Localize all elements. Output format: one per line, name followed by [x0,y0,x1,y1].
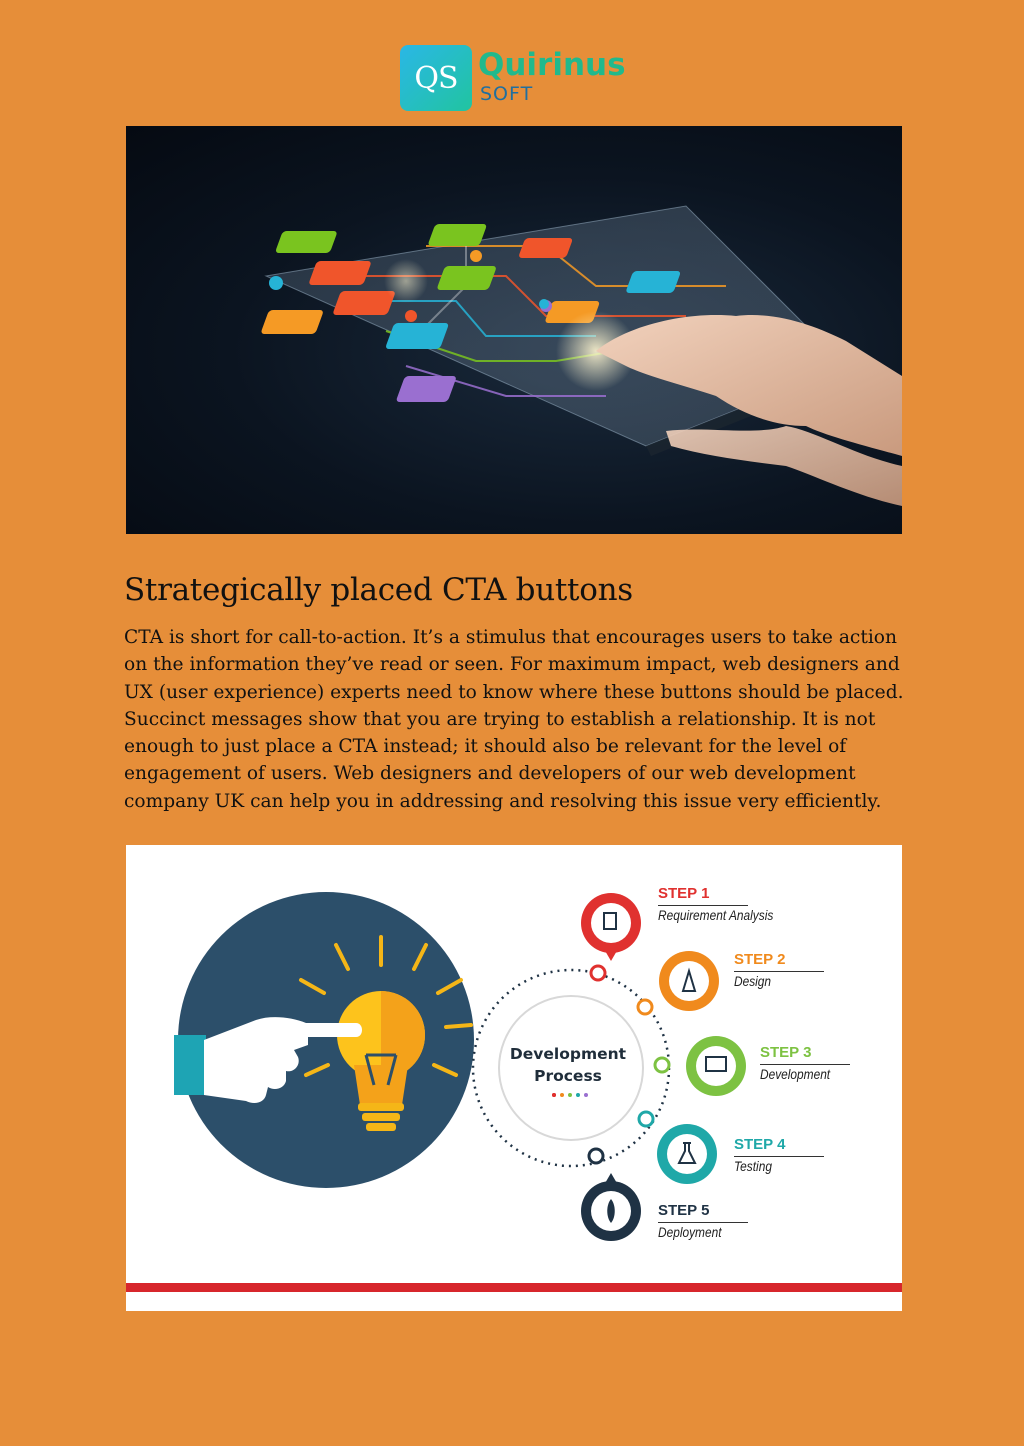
step-5 [658,1202,748,1241]
step-2-desc: Design [734,973,772,989]
step-4-desc: Testing [734,1158,772,1174]
hand-touching-tablet-app-icons [126,126,902,534]
step-5-desc: Deployment [658,1224,722,1240]
step-3-desc: Development [760,1066,831,1082]
step-2 [734,951,824,990]
step-3 [760,1044,850,1083]
development-process-label [498,1043,638,1087]
center-line-1: Development [509,1045,627,1063]
logo-sub: SOFT [480,83,534,105]
step-3-title: STEP 3 [760,1044,850,1065]
center-line-2: Process [534,1067,602,1085]
step-1 [658,885,794,924]
section-heading: Strategically placed CTA buttons [124,572,633,608]
step-1-desc: Requirement Analysis [658,907,774,923]
development-process-infographic [126,845,902,1311]
step-2-title: STEP 2 [734,951,824,972]
hero-image [126,126,902,534]
quirinus-soft-logo[interactable] [400,45,630,113]
logo-badge: QS [400,45,472,111]
step-1-title: STEP 1 [658,885,748,906]
section-body: CTA is short for call-to-action. It’s a stimulus that encourages users to take action on the information they’ve read or seen. For maximum impact, web designers and UX (user experience) experts need to know where these buttons should be placed. Succinct messages show that you are trying to establish a relationship. It is not enough to just place a CTA instead; it should also be relevant for the level of engagement of users. Web designers and developers of our web development company UK can help you in addressing and resolving this issue very efficiently. [124,627,904,812]
step-4 [734,1136,824,1175]
step-5-title: STEP 5 [658,1202,748,1223]
red-divider-bar [126,1283,902,1292]
logo-name: Quirinus [478,47,626,83]
step-4-title: STEP 4 [734,1136,824,1157]
